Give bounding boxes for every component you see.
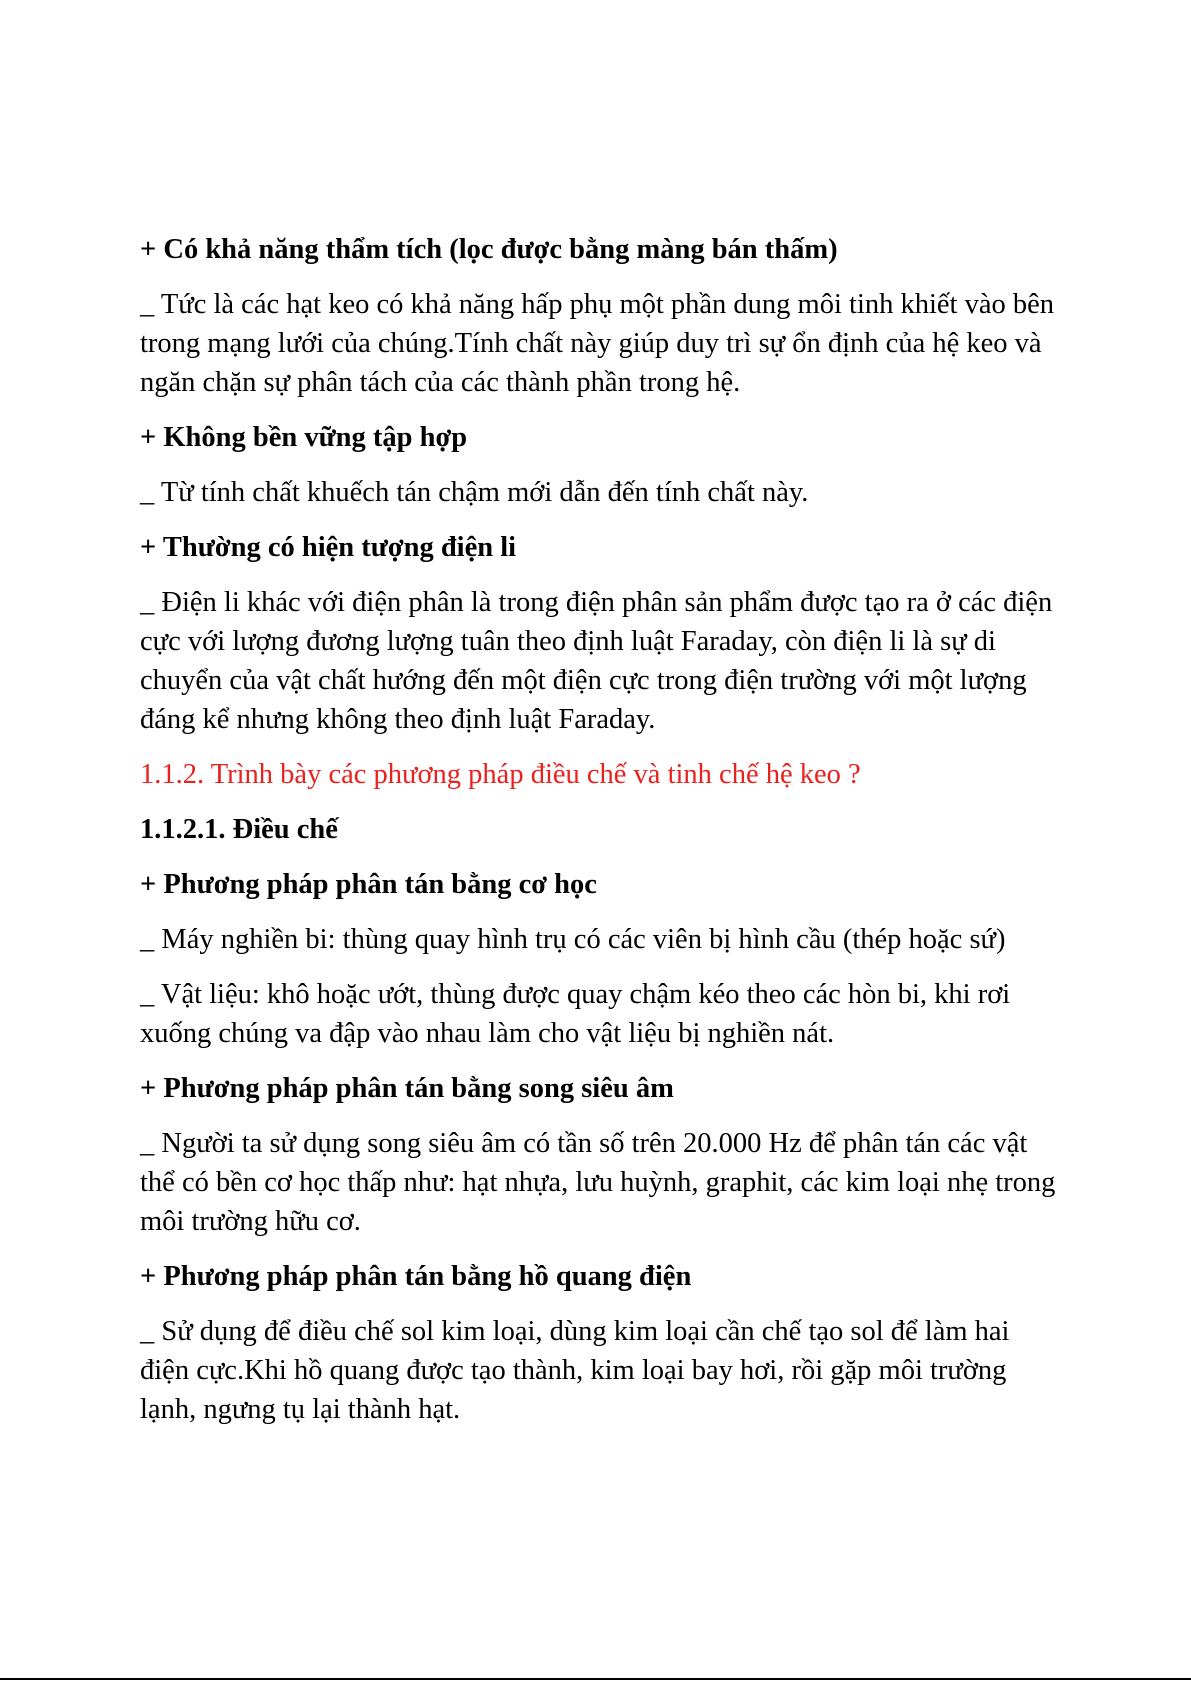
paragraph-electric-arc: _ Sử dụng để điều chế sol kim loại, dùng kim loại cần chế tạo sol để làm hai điện cực.Khi hồ quang được tạo thành, kim loại bay hơi, rồi gặp môi trường lạnh, ngưng tụ lại thành hạt. <box>140 1316 1010 1425</box>
paragraph-dialysis-explanation: _ Tức là các hạt keo có khả năng hấp phụ một phần dung môi tinh khiết vào bên trong mạng lưới của chúng.Tính chất này giúp duy trì sự ổn định của hệ keo và ngăn chặn sự phân tách của các thành phần trong hệ. <box>140 289 1055 398</box>
paragraph-ball-mill: _ Máy nghiền bi: thùng quay hình trụ có các viên bị hình cầu (thép hoặc sứ) <box>140 924 1006 955</box>
subsection-title-preparation: 1.1.2.1. Điều chế <box>140 814 338 845</box>
heading-electrophoresis: + Thường có hiện tượng điện li <box>140 532 517 563</box>
heading-aggregate-instability: + Không bền vững tập hợp <box>140 422 468 453</box>
page-bottom-rule <box>0 1678 1191 1680</box>
heading-mechanical-dispersion: + Phương pháp phân tán bằng cơ học <box>140 869 597 900</box>
heading-dialysis: + Có khả năng thẩm tích (lọc được bằng màng bán thấm) <box>140 234 838 265</box>
paragraph-materials: _ Vật liệu: khô hoặc ướt, thùng được quay chậm kéo theo các hòn bi, khi rơi xuống chúng va đập vào nhau làm cho vật liệu bị nghiền nát. <box>140 979 1011 1049</box>
paragraph-electrophoresis: _ Điện li khác với điện phân là trong điện phân sản phẩm được tạo ra ở các điện cực với lượng đương lượng tuân theo định luật Faraday, còn điện li là sự di chuyển của vật chất hướng đến một điện cực trong điện trường với một lượng đáng kể nhưng không theo định luật Faraday. <box>140 587 1053 735</box>
section-title-preparation-methods: 1.1.2. Trình bày các phương pháp điều chế và tinh chế hệ keo ? <box>140 759 861 790</box>
heading-electric-arc-dispersion: + Phương pháp phân tán bằng hồ quang điện <box>140 1261 692 1292</box>
document-body <box>140 230 1060 1445</box>
paragraph-ultrasonic: _ Người ta sử dụng song siêu âm có tần số trên 20.000 Hz để phân tán các vật thể có bền cơ học thấp như: hạt nhựa, lưu huỳnh, graphit, các kim loại nhẹ trong môi trường hữu cơ. <box>140 1128 1056 1237</box>
paragraph-aggregate-instability: _ Từ tính chất khuếch tán chậm mới dẫn đến tính chất này. <box>140 477 809 508</box>
heading-ultrasonic-dispersion: + Phương pháp phân tán bằng song siêu âm <box>140 1073 674 1104</box>
